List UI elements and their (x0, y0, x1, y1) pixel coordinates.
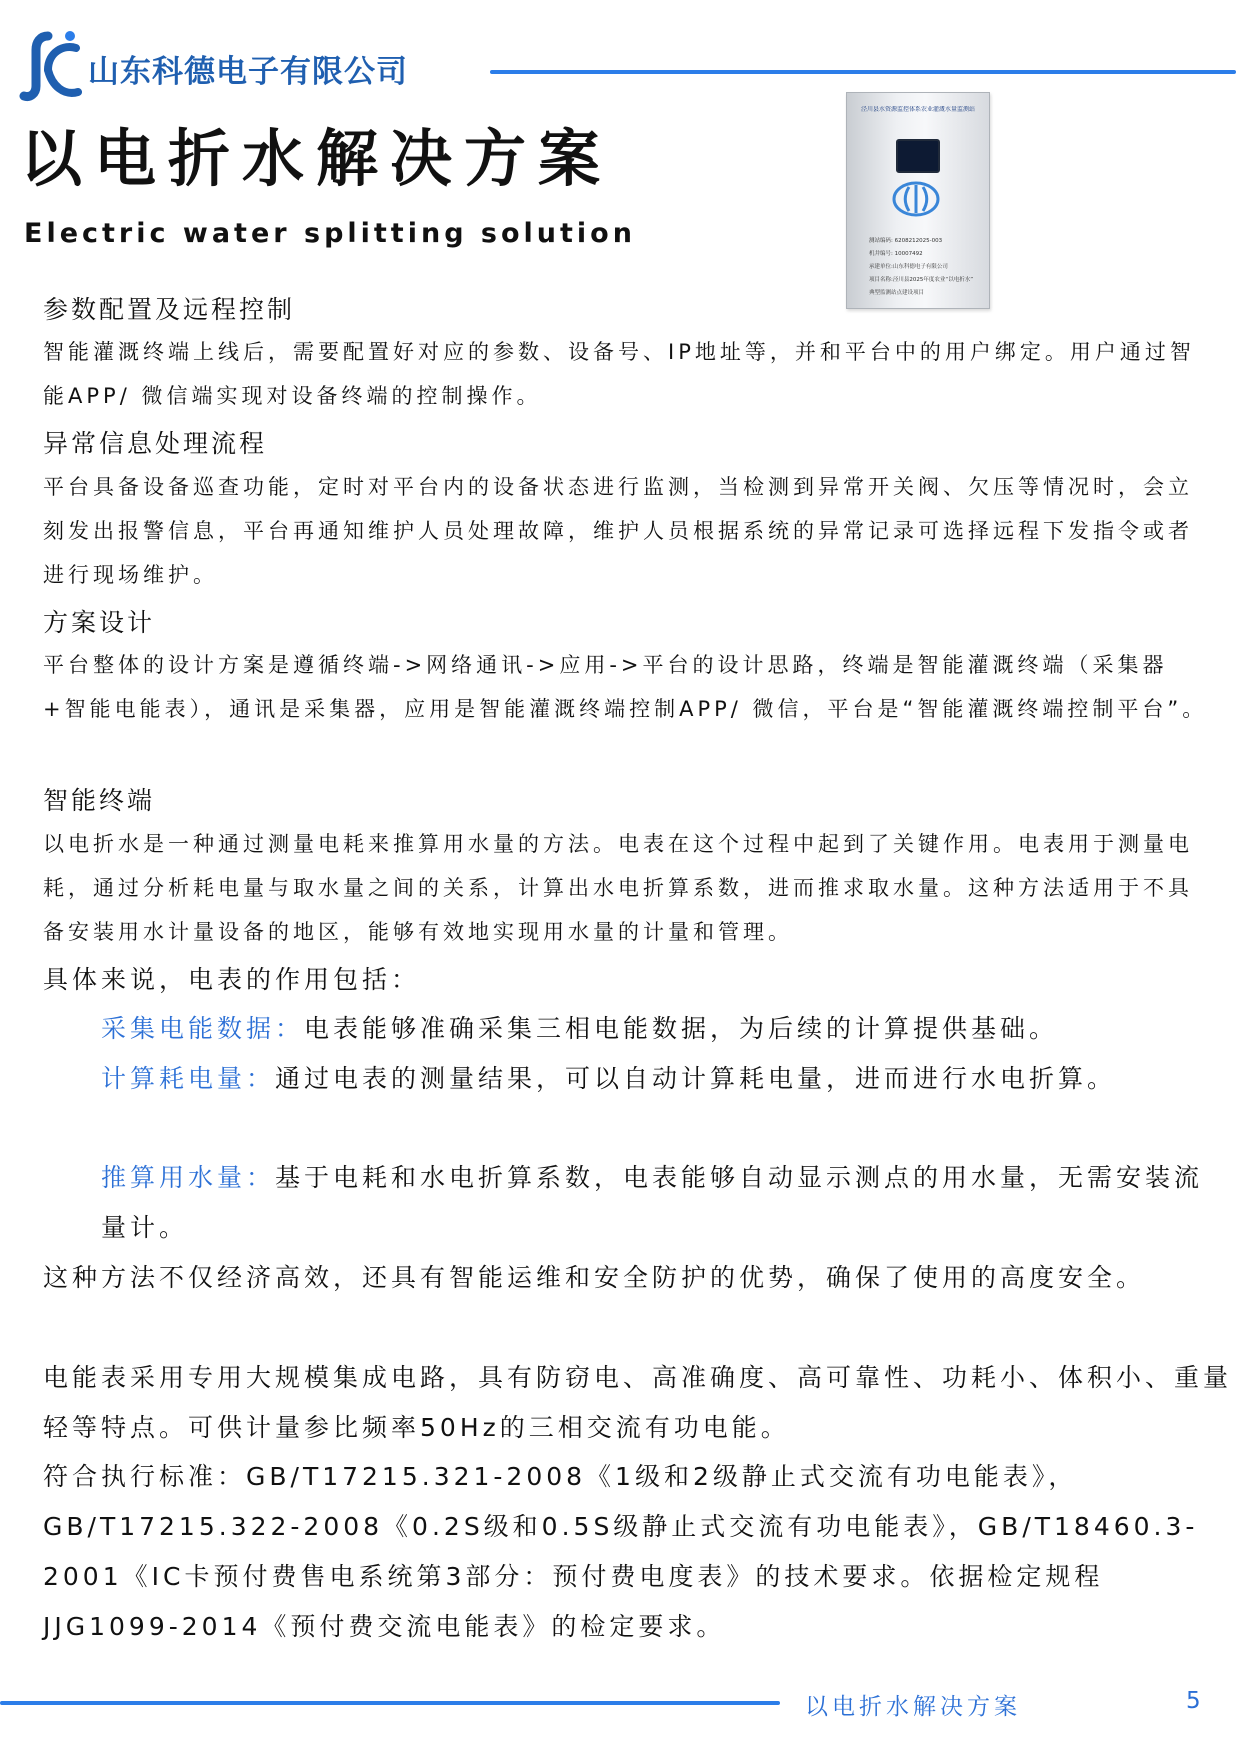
function-term: 计算耗电量： (101, 1064, 276, 1093)
function-term: 推算用水量： (101, 1163, 276, 1192)
function-text: 电表能够准确采集三相电能数据，为后续的计算提供基础。 (304, 1014, 1059, 1043)
plate-line: 承建单位:山东科德电子有限公司 (869, 264, 948, 270)
function-item (101, 1054, 1221, 1104)
section-body: 智能灌溉终端上线后，需要配置好对应的参数、设备号、IP地址等，并和平台中的用户绑定。用户通过智能APP/ 微信端实现对设备终端的控制操作。 (43, 340, 1195, 408)
plate-line: 测站编码: 6208212025-003 (869, 238, 943, 244)
monitoring-cabinet-image (846, 92, 990, 309)
section-body: 平台具备设备巡查功能，定时对平台内的设备状态进行监测，当检测到异常开关阀、欠压等情况时，会立刻发出报警信息，平台再通知维护人员处理故障，维护人员根据系统的异常记录可选择远程下发指令或者进行现场维护。 (43, 475, 1193, 587)
section-heading: 方案设计 (43, 608, 156, 637)
function-item (101, 1004, 1221, 1054)
function-text: 通过电表的测量结果，可以自动计算耗电量，进而进行水电折算。 (275, 1064, 1117, 1093)
plate-line: 机井编号: 10007492 (869, 251, 923, 257)
section-heading: 智能终端 (43, 786, 156, 815)
plate-line: 典型监测站点建设项目 (869, 290, 925, 296)
page-title: 以电折水解决方案 (20, 122, 613, 195)
cabinet-title: 泾川县水资源监控体系农业灌溉水量监测站 (860, 106, 975, 113)
function-text: 基于电耗和水电折算系数，电表能够自动显示测点的用水量，无需安装流量计。 (101, 1163, 1204, 1242)
cabinet-nameplate (869, 235, 981, 300)
kd-logo-icon (18, 30, 82, 102)
function-item (101, 1153, 1221, 1253)
page-number: 5 (1186, 1688, 1201, 1714)
functions-intro: 具体来说，电表的作用包括： (43, 965, 421, 994)
section-heading: 异常信息处理流程 (43, 429, 268, 458)
footer-title: 以电折水解决方案 (805, 1694, 1021, 1720)
water-resource-logo-icon (890, 179, 942, 219)
standards-paragraph: 符合执行标准：GB/T17215.321-2008《1级和2级静止式交流有功电能表》，GB/T17215.322-2008《0.2S级和0.5S级静止式交流有功电能表》，GB/T18460.3-2001《IC卡预付费售电系统第3部分：预付费电度表》的技术要求。依据检定规程JJG1099-2014《预付费交流电能表》的检定要求。 (43, 1462, 1199, 1641)
cabinet-screen (896, 139, 940, 173)
closing-paragraph: 电能表采用专用大规模集成电路，具有防窃电、高准确度、高可靠性、功耗小、体积小、重量轻等特点。可供计量参比频率50Hz的三相交流有功电能。 (43, 1363, 1233, 1442)
section-body: 以电折水是一种通过测量电耗来推算用水量的方法。电表在这个过程中起到了关键作用。电表用于测量电耗，通过分析耗电量与取水量之间的关系，计算出水电折算系数，进而推求取水量。这种方法适用于不具备安装用水计量设备的地区，能够有效地实现用水量的计量和管理。 (43, 832, 1193, 944)
company-name: 山东科德电子有限公司 (88, 54, 408, 90)
footer-divider (0, 1701, 780, 1705)
section-body: 平台整体的设计方案是遵循终端->网络通讯->应用->平台的设计思路，终端是智能灌溉终端（采集器+智能电能表），通讯是采集器，应用是智能灌溉终端控制APP/ 微信，平台是“智能灌溉终端控制平台”。 (43, 653, 1208, 721)
section-heading: 参数配置及远程控制 (43, 295, 296, 324)
closing-paragraph: 这种方法不仅经济高效，还具有智能运维和安全防护的优势，确保了使用的高度安全。 (43, 1263, 1146, 1292)
function-term: 采集电能数据： (101, 1014, 305, 1043)
page-subtitle: Electric water splitting solution (24, 218, 636, 249)
plate-line: 项目名称:泾川县2025年度农业“以电折水” (869, 277, 974, 283)
header-divider (490, 70, 1236, 74)
